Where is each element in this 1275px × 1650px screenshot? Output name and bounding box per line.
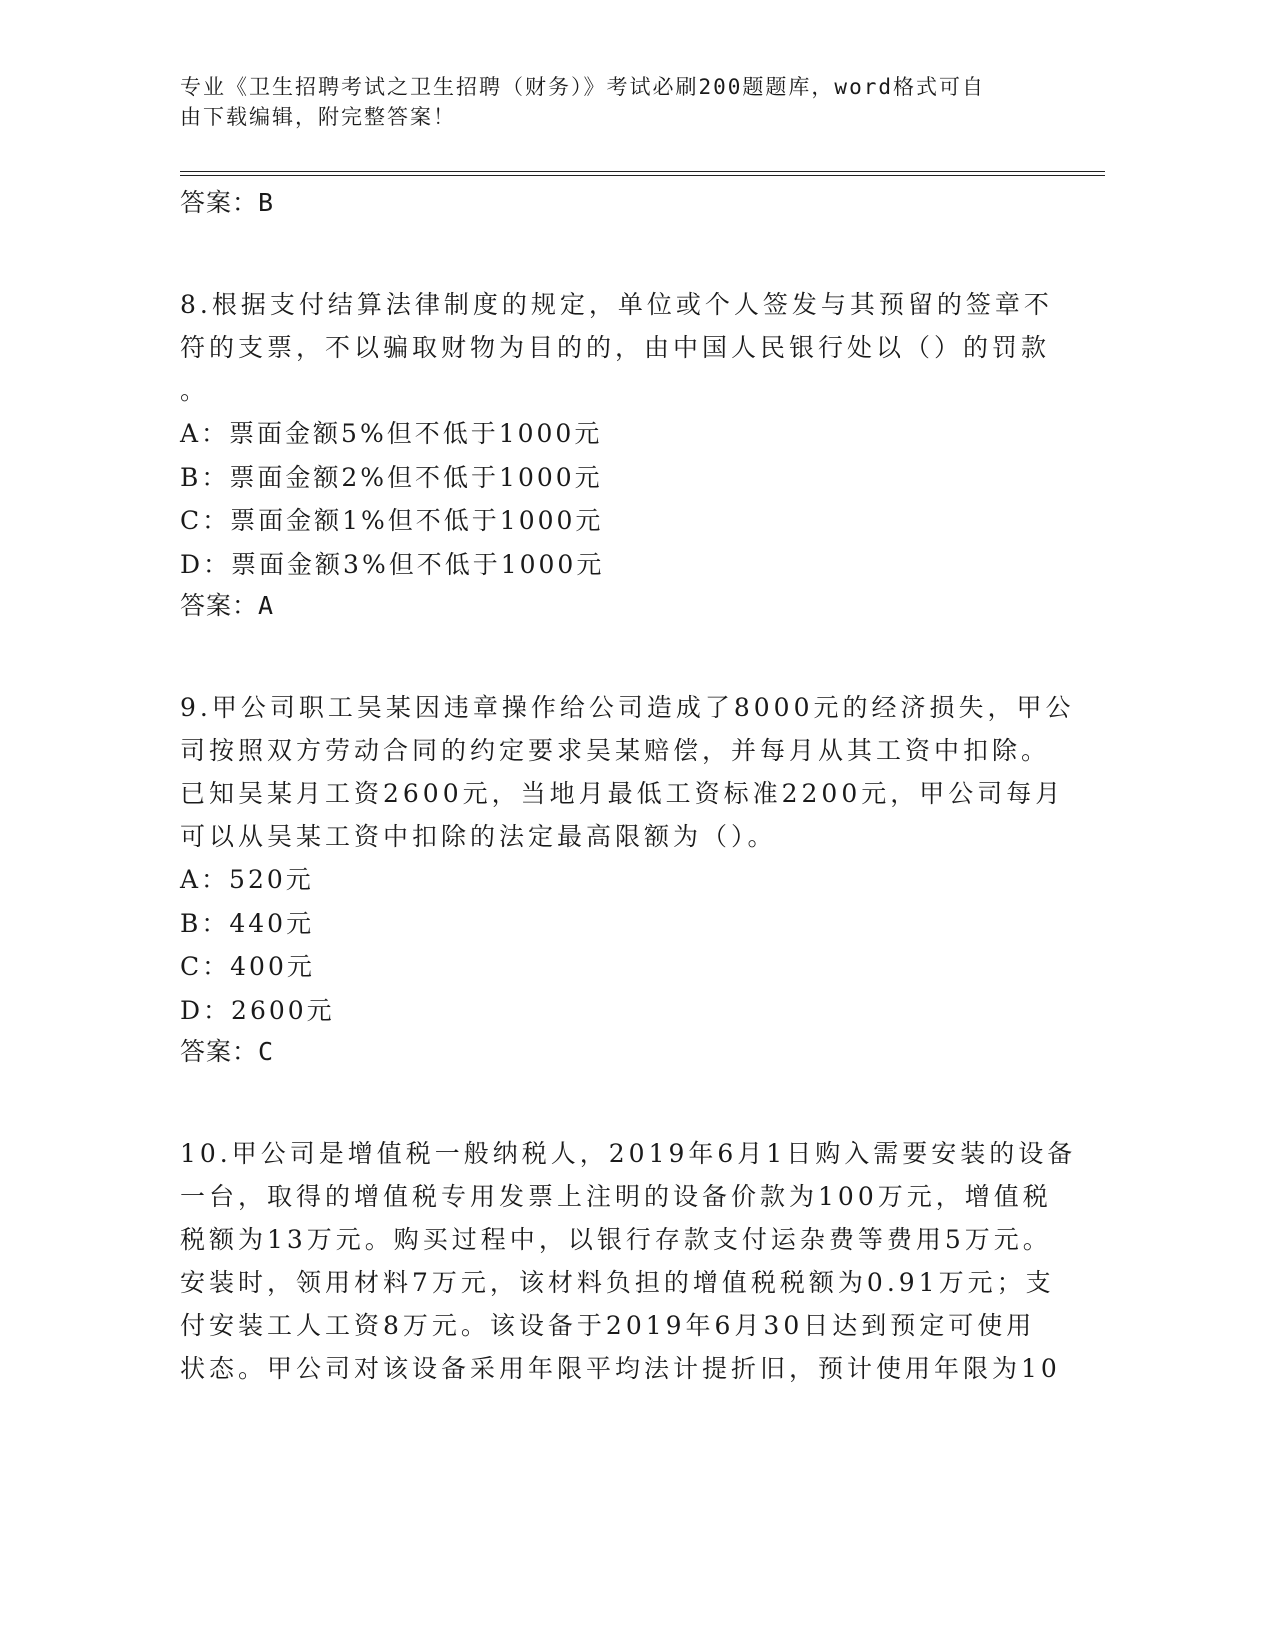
question-block — [180, 686, 1080, 1072]
question-line: 可以从吴某工资中扣除的法定最高限额为（）。 — [180, 822, 777, 851]
question-line: 10.甲公司是增值税一般纳税人，2019年6月1日购入需要安装的设备 — [180, 1139, 1077, 1168]
question-line: 。 — [180, 376, 210, 405]
question-block — [180, 1132, 1080, 1390]
header-divider-bottom — [180, 175, 1105, 176]
question-line: 8.根据支付结算法律制度的规定，单位或个人签发与其预留的签章不 — [180, 290, 1053, 319]
question-line: 状态。甲公司对该设备采用年限平均法计提折旧，预计使用年限为10 — [180, 1354, 1061, 1383]
option-b: B：票面金额2%但不低于1000元 — [180, 462, 603, 492]
question-text — [180, 1132, 1080, 1390]
option-c: C：400元 — [180, 952, 315, 981]
spacer — [180, 223, 1080, 283]
header-line-1: 专业《卫生招聘考试之卫生招聘（财务）》考试必刷200题题库，word格式可自 — [180, 75, 985, 99]
question-text — [180, 686, 1080, 858]
question-block — [180, 283, 1080, 626]
question-line: 9.甲公司职工吴某因违章操作给公司造成了8000元的经济损失，甲公 — [180, 693, 1075, 722]
option-a: A：票面金额5%但不低于1000元 — [180, 419, 603, 448]
option-b: B：440元 — [180, 908, 315, 938]
question-line: 安装时，领用材料7万元，该材料负担的增值税税额为0.91万元；支 — [180, 1268, 1055, 1297]
question-text — [180, 283, 1080, 412]
option-d: D：票面金额3%但不低于1000元 — [180, 549, 605, 579]
page-header — [180, 72, 1060, 132]
question-line: 付安装工人工资8万元。该设备于2019年6月30日达到预定可使用 — [180, 1311, 1036, 1340]
spacer — [180, 626, 1080, 686]
answer-label: 答案：C — [180, 1037, 275, 1066]
option-a: A：520元 — [180, 865, 314, 894]
answer-label: 答案：B — [180, 188, 275, 217]
question-line: 一台，取得的增值税专用发票上注明的设备价款为100万元，增值税 — [180, 1182, 1052, 1211]
question-line: 司按照双方劳动合同的约定要求吴某赔偿，并每月从其工资中扣除。 — [180, 736, 1051, 765]
header-divider-top — [180, 171, 1105, 172]
option-d: D：2600元 — [180, 995, 335, 1025]
document-body — [180, 183, 1080, 1390]
question-line: 符的支票，不以骗取财物为目的的，由中国人民银行处以（）的罚款 — [180, 333, 1051, 362]
option-c: C：票面金额1%但不低于1000元 — [180, 506, 604, 535]
header-line-2: 由下载编辑，附完整答案！ — [180, 105, 456, 129]
answer-label: 答案：A — [180, 591, 275, 620]
question-line: 已知吴某月工资2600元，当地月最低工资标准2200元，甲公司每月 — [180, 779, 1065, 808]
question-line: 税额为13万元。购买过程中，以银行存款支付运杂费等费用5万元。 — [180, 1225, 1052, 1254]
spacer — [180, 1072, 1080, 1132]
